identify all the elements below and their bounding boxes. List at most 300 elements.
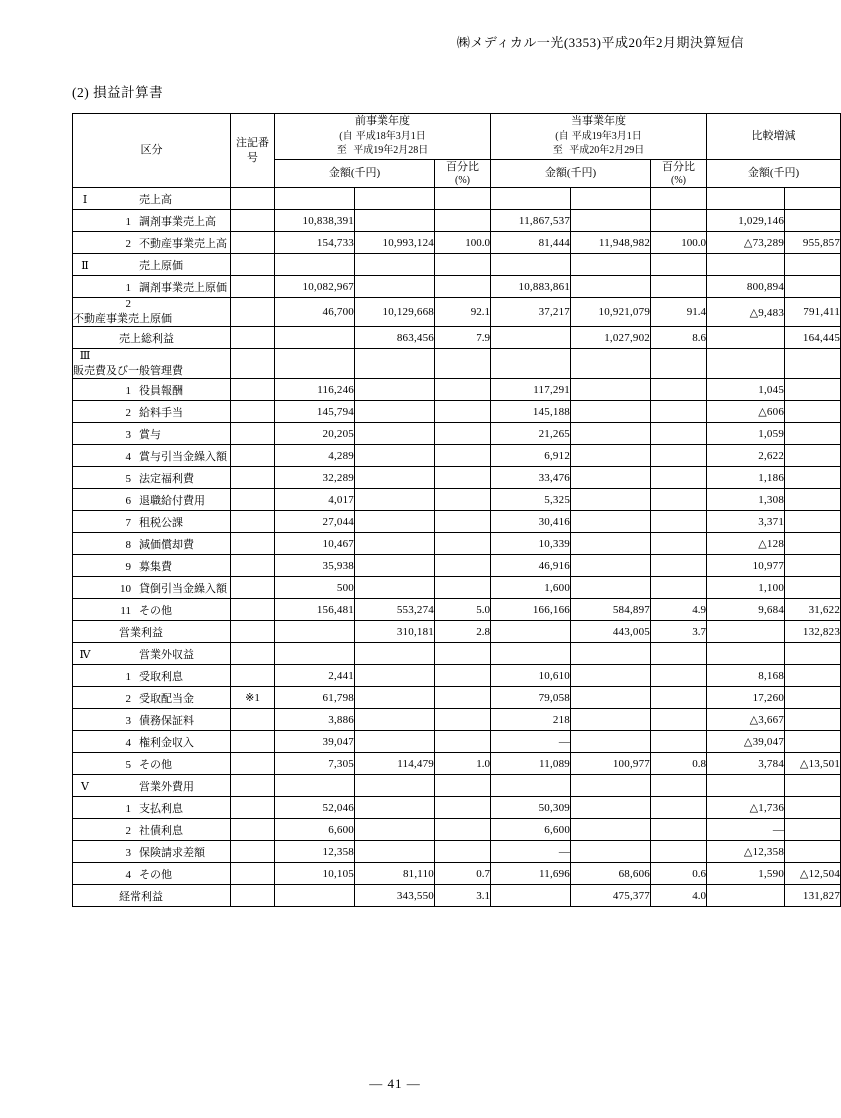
note-cell bbox=[231, 327, 275, 349]
current-percent bbox=[651, 210, 707, 232]
current-amount-total bbox=[571, 643, 651, 665]
difference-detail: 3,371 bbox=[707, 511, 785, 533]
note-cell bbox=[231, 423, 275, 445]
note-cell bbox=[231, 445, 275, 467]
header-prev-percent-label: 百分比 bbox=[446, 160, 479, 173]
difference-total: 31,622 bbox=[785, 599, 841, 621]
row-index: 7 bbox=[125, 516, 131, 529]
difference-detail bbox=[707, 775, 785, 797]
row-label-cell bbox=[73, 621, 231, 643]
row-roman: Ⅰ bbox=[82, 193, 88, 206]
page-header: ㈱メディカル一光(3353)平成20年2月期決算短信 bbox=[456, 35, 744, 50]
row-label: その他 bbox=[139, 758, 172, 771]
prev-amount-detail bbox=[275, 327, 355, 349]
current-amount-detail: — bbox=[491, 841, 571, 863]
difference-detail: 1,045 bbox=[707, 379, 785, 401]
current-percent bbox=[651, 467, 707, 489]
difference-detail: △39,047 bbox=[707, 731, 785, 753]
difference-total bbox=[785, 819, 841, 841]
prev-amount-detail: 32,289 bbox=[275, 467, 355, 489]
current-amount-detail: 11,089 bbox=[491, 753, 571, 775]
prev-amount-detail: 3,886 bbox=[275, 709, 355, 731]
difference-total bbox=[785, 349, 841, 379]
current-amount-detail bbox=[491, 775, 571, 797]
row-label: 募集費 bbox=[139, 560, 172, 573]
row-label: 法定福利費 bbox=[139, 472, 194, 485]
prev-amount-total bbox=[355, 841, 435, 863]
row-label-cell bbox=[73, 665, 231, 687]
row-label-cell bbox=[73, 753, 231, 775]
prev-amount-detail: 52,046 bbox=[275, 797, 355, 819]
header-current-from bbox=[491, 130, 706, 145]
current-amount-detail: 145,188 bbox=[491, 401, 571, 423]
note-cell bbox=[231, 555, 275, 577]
row-label: 権利金収入 bbox=[139, 736, 194, 749]
prev-amount-total bbox=[355, 797, 435, 819]
current-amount-total bbox=[571, 210, 651, 232]
prev-amount-total: 10,993,124 bbox=[355, 232, 435, 254]
row-label-cell bbox=[73, 687, 231, 709]
table-row bbox=[73, 621, 841, 643]
note-cell bbox=[231, 467, 275, 489]
row-index: 3 bbox=[125, 846, 131, 859]
header-prev-from-date: 平成18年3月1日 bbox=[355, 130, 426, 142]
prev-amount-detail: 10,467 bbox=[275, 533, 355, 555]
note-cell bbox=[231, 775, 275, 797]
current-amount-detail: 50,309 bbox=[491, 797, 571, 819]
difference-total bbox=[785, 379, 841, 401]
row-label-cell bbox=[73, 643, 231, 665]
row-label: その他 bbox=[139, 604, 172, 617]
difference-total: 791,411 bbox=[785, 298, 841, 327]
row-label: 給料手当 bbox=[139, 406, 183, 419]
table-row bbox=[73, 863, 841, 885]
current-amount-total bbox=[571, 555, 651, 577]
row-label: 不動産事業売上原価 bbox=[73, 313, 172, 326]
prev-amount-total bbox=[355, 467, 435, 489]
difference-total bbox=[785, 731, 841, 753]
prev-amount-total bbox=[355, 643, 435, 665]
prev-amount-total bbox=[355, 665, 435, 687]
prev-amount-detail: 145,794 bbox=[275, 401, 355, 423]
current-percent bbox=[651, 841, 707, 863]
current-amount-total: 11,948,982 bbox=[571, 232, 651, 254]
difference-total bbox=[785, 775, 841, 797]
current-percent bbox=[651, 665, 707, 687]
table-row bbox=[73, 232, 841, 254]
current-amount-detail: 11,696 bbox=[491, 863, 571, 885]
prev-percent: 5.0 bbox=[435, 599, 491, 621]
difference-detail bbox=[707, 621, 785, 643]
table-row bbox=[73, 489, 841, 511]
row-label: 調剤事業売上高 bbox=[139, 215, 216, 228]
current-amount-total bbox=[571, 665, 651, 687]
table-row bbox=[73, 423, 841, 445]
current-amount-total bbox=[571, 709, 651, 731]
prev-percent bbox=[435, 841, 491, 863]
current-amount-detail: 10,610 bbox=[491, 665, 571, 687]
row-label: 役員報酬 bbox=[139, 384, 183, 397]
current-amount-detail: 117,291 bbox=[491, 379, 571, 401]
row-label: 調剤事業売上原価 bbox=[139, 281, 227, 294]
current-amount-detail bbox=[491, 885, 571, 907]
header-current-to-label: 至 bbox=[552, 145, 563, 157]
note-cell bbox=[231, 533, 275, 555]
row-roman: Ⅳ bbox=[79, 648, 91, 661]
row-label: 減価償却費 bbox=[139, 538, 194, 551]
current-amount-detail: 5,325 bbox=[491, 489, 571, 511]
current-amount-detail bbox=[491, 643, 571, 665]
difference-total bbox=[785, 188, 841, 210]
current-amount-total bbox=[571, 254, 651, 276]
current-amount-total bbox=[571, 841, 651, 863]
note-cell bbox=[231, 709, 275, 731]
row-roman: Ⅴ bbox=[81, 780, 89, 793]
prev-percent bbox=[435, 379, 491, 401]
difference-total bbox=[785, 841, 841, 863]
note-cell bbox=[231, 731, 275, 753]
current-amount-detail: 6,912 bbox=[491, 445, 571, 467]
row-label-cell bbox=[73, 188, 231, 210]
prev-amount-total bbox=[355, 349, 435, 379]
difference-total bbox=[785, 401, 841, 423]
row-index: 6 bbox=[125, 494, 131, 507]
header-prev-amount: 金額(千円) bbox=[275, 159, 435, 187]
current-percent bbox=[651, 511, 707, 533]
row-label: 不動産事業売上高 bbox=[139, 237, 227, 250]
row-label-cell bbox=[73, 599, 231, 621]
current-amount-total: 443,005 bbox=[571, 621, 651, 643]
row-label-cell bbox=[73, 327, 231, 349]
current-amount-detail: 81,444 bbox=[491, 232, 571, 254]
row-index: 4 bbox=[125, 868, 131, 881]
current-amount-detail: 79,058 bbox=[491, 687, 571, 709]
current-amount-detail: 11,867,537 bbox=[491, 210, 571, 232]
prev-amount-total bbox=[355, 731, 435, 753]
difference-detail: △128 bbox=[707, 533, 785, 555]
row-index: 4 bbox=[125, 450, 131, 463]
current-percent: 91.4 bbox=[651, 298, 707, 327]
header-prev-to-date: 平成19年2月28日 bbox=[353, 145, 429, 157]
prev-amount-detail bbox=[275, 885, 355, 907]
header-current-title: 当事業年度 bbox=[571, 115, 627, 127]
table-row bbox=[73, 276, 841, 298]
prev-amount-detail: 4,017 bbox=[275, 489, 355, 511]
row-index: 1 bbox=[125, 670, 131, 683]
note-cell bbox=[231, 863, 275, 885]
row-label-cell bbox=[73, 379, 231, 401]
current-amount-total: 1,027,902 bbox=[571, 327, 651, 349]
difference-detail: 17,260 bbox=[707, 687, 785, 709]
current-percent bbox=[651, 533, 707, 555]
current-amount-detail: 46,916 bbox=[491, 555, 571, 577]
prev-amount-total bbox=[355, 445, 435, 467]
current-amount-detail: 10,339 bbox=[491, 533, 571, 555]
prev-percent: 3.1 bbox=[435, 885, 491, 907]
difference-detail: 1,059 bbox=[707, 423, 785, 445]
current-percent: 100.0 bbox=[651, 232, 707, 254]
row-index: 9 bbox=[125, 560, 131, 573]
row-label-cell bbox=[73, 401, 231, 423]
current-amount-total bbox=[571, 489, 651, 511]
prev-percent bbox=[435, 401, 491, 423]
prev-percent: 100.0 bbox=[435, 232, 491, 254]
note-cell bbox=[231, 753, 275, 775]
prev-amount-detail: 10,105 bbox=[275, 863, 355, 885]
prev-amount-total bbox=[355, 210, 435, 232]
prev-amount-total: 310,181 bbox=[355, 621, 435, 643]
note-cell bbox=[231, 379, 275, 401]
difference-total bbox=[785, 511, 841, 533]
note-cell bbox=[231, 665, 275, 687]
prev-amount-detail: 46,700 bbox=[275, 298, 355, 327]
table-row bbox=[73, 775, 841, 797]
difference-detail: 2,622 bbox=[707, 445, 785, 467]
table-row bbox=[73, 210, 841, 232]
difference-detail bbox=[707, 254, 785, 276]
current-percent: 8.6 bbox=[651, 327, 707, 349]
prev-amount-total bbox=[355, 687, 435, 709]
row-label: 売上総利益 bbox=[119, 332, 174, 345]
note-cell bbox=[231, 232, 275, 254]
prev-amount-total bbox=[355, 276, 435, 298]
prev-amount-total bbox=[355, 511, 435, 533]
difference-total bbox=[785, 445, 841, 467]
difference-total bbox=[785, 254, 841, 276]
note-cell bbox=[231, 577, 275, 599]
prev-amount-detail bbox=[275, 188, 355, 210]
prev-amount-total bbox=[355, 577, 435, 599]
prev-percent: 0.7 bbox=[435, 863, 491, 885]
header-current-percent-label: 百分比 bbox=[662, 160, 696, 173]
current-amount-total bbox=[571, 731, 651, 753]
table-row bbox=[73, 379, 841, 401]
prev-percent bbox=[435, 665, 491, 687]
table-row bbox=[73, 188, 841, 210]
difference-total bbox=[785, 687, 841, 709]
row-label-cell bbox=[73, 775, 231, 797]
header-difference: 比較増減 bbox=[707, 114, 841, 160]
current-amount-detail: 6,600 bbox=[491, 819, 571, 841]
current-percent: 0.6 bbox=[651, 863, 707, 885]
current-percent bbox=[651, 687, 707, 709]
header-current-period bbox=[491, 114, 707, 160]
prev-percent bbox=[435, 423, 491, 445]
row-roman: Ⅲ bbox=[79, 350, 91, 363]
current-amount-detail bbox=[491, 254, 571, 276]
row-index: 10 bbox=[120, 582, 131, 595]
note-cell bbox=[231, 797, 275, 819]
difference-detail: 9,684 bbox=[707, 599, 785, 621]
prev-amount-total bbox=[355, 555, 435, 577]
difference-total bbox=[785, 709, 841, 731]
difference-detail: △9,483 bbox=[707, 298, 785, 327]
table-row bbox=[73, 841, 841, 863]
prev-amount-total bbox=[355, 533, 435, 555]
prev-amount-total: 343,550 bbox=[355, 885, 435, 907]
prev-percent bbox=[435, 577, 491, 599]
row-roman: Ⅱ bbox=[81, 259, 89, 272]
difference-detail: △73,289 bbox=[707, 232, 785, 254]
prev-amount-detail bbox=[275, 254, 355, 276]
prev-amount-detail: 116,246 bbox=[275, 379, 355, 401]
current-percent: 3.7 bbox=[651, 621, 707, 643]
current-percent bbox=[651, 445, 707, 467]
prev-percent bbox=[435, 775, 491, 797]
row-label-cell bbox=[73, 731, 231, 753]
difference-total bbox=[785, 555, 841, 577]
table-head bbox=[73, 114, 841, 188]
prev-amount-detail: 12,358 bbox=[275, 841, 355, 863]
current-amount-total bbox=[571, 797, 651, 819]
header-current-percent bbox=[651, 159, 707, 187]
difference-total bbox=[785, 643, 841, 665]
current-percent bbox=[651, 797, 707, 819]
prev-percent bbox=[435, 709, 491, 731]
note-cell bbox=[231, 511, 275, 533]
prev-amount-detail bbox=[275, 349, 355, 379]
difference-total: 132,823 bbox=[785, 621, 841, 643]
current-amount-detail bbox=[491, 349, 571, 379]
header-current-to bbox=[491, 144, 706, 159]
current-amount-total bbox=[571, 775, 651, 797]
prev-amount-detail: 7,305 bbox=[275, 753, 355, 775]
current-percent bbox=[651, 555, 707, 577]
difference-detail: △1,736 bbox=[707, 797, 785, 819]
note-cell bbox=[231, 621, 275, 643]
header-current-to-date: 平成20年2月29日 bbox=[569, 145, 645, 157]
prev-percent bbox=[435, 643, 491, 665]
row-index: 11 bbox=[120, 604, 131, 617]
note-cell bbox=[231, 841, 275, 863]
table-row bbox=[73, 533, 841, 555]
row-label: 賞与 bbox=[139, 428, 161, 441]
row-label-cell bbox=[73, 445, 231, 467]
current-percent bbox=[651, 643, 707, 665]
row-label-cell bbox=[73, 841, 231, 863]
prev-percent: 7.9 bbox=[435, 327, 491, 349]
prev-amount-detail: 156,481 bbox=[275, 599, 355, 621]
prev-amount-total bbox=[355, 188, 435, 210]
row-label: 売上原価 bbox=[139, 259, 183, 272]
prev-amount-total: 10,129,668 bbox=[355, 298, 435, 327]
header-prev-to-label: 至 bbox=[336, 145, 347, 157]
header-prev-period bbox=[275, 114, 491, 160]
row-label: 営業外費用 bbox=[139, 780, 194, 793]
table-row bbox=[73, 819, 841, 841]
current-amount-detail: 1,600 bbox=[491, 577, 571, 599]
row-index: 4 bbox=[125, 736, 131, 749]
row-label-cell bbox=[73, 489, 231, 511]
prev-percent: 92.1 bbox=[435, 298, 491, 327]
prev-percent bbox=[435, 489, 491, 511]
difference-total: △13,501 bbox=[785, 753, 841, 775]
difference-detail bbox=[707, 643, 785, 665]
difference-total bbox=[785, 489, 841, 511]
row-label: 貸倒引当金繰入額 bbox=[139, 582, 227, 595]
header-prev-title: 前事業年度 bbox=[355, 115, 410, 127]
table-row bbox=[73, 349, 841, 379]
header-prev-from bbox=[275, 130, 490, 145]
row-label: その他 bbox=[139, 868, 172, 881]
difference-total bbox=[785, 210, 841, 232]
difference-detail: 1,308 bbox=[707, 489, 785, 511]
header-kubun: 区分 bbox=[73, 114, 231, 188]
row-label-cell bbox=[73, 232, 231, 254]
current-amount-total bbox=[571, 533, 651, 555]
current-amount-total: 10,921,079 bbox=[571, 298, 651, 327]
current-percent bbox=[651, 401, 707, 423]
prev-percent bbox=[435, 511, 491, 533]
note-cell bbox=[231, 276, 275, 298]
current-amount-detail: 218 bbox=[491, 709, 571, 731]
current-amount-detail bbox=[491, 327, 571, 349]
header-current-amount: 金額(千円) bbox=[491, 159, 651, 187]
current-percent bbox=[651, 254, 707, 276]
prev-percent: 2.8 bbox=[435, 621, 491, 643]
row-index: 1 bbox=[125, 281, 131, 294]
prev-percent bbox=[435, 797, 491, 819]
current-percent: 4.0 bbox=[651, 885, 707, 907]
difference-detail: △606 bbox=[707, 401, 785, 423]
prev-amount-detail: 35,938 bbox=[275, 555, 355, 577]
prev-percent bbox=[435, 687, 491, 709]
current-percent: 0.8 bbox=[651, 753, 707, 775]
header-note bbox=[231, 114, 275, 188]
prev-percent bbox=[435, 731, 491, 753]
current-percent bbox=[651, 188, 707, 210]
row-label: 債務保証料 bbox=[139, 714, 194, 727]
row-label-cell bbox=[73, 254, 231, 276]
difference-total bbox=[785, 533, 841, 555]
prev-amount-detail: 20,205 bbox=[275, 423, 355, 445]
row-index: 1 bbox=[125, 384, 131, 397]
table-row bbox=[73, 885, 841, 907]
difference-detail: 800,894 bbox=[707, 276, 785, 298]
current-amount-detail: 10,883,861 bbox=[491, 276, 571, 298]
row-label: 退職給付費用 bbox=[139, 494, 205, 507]
prev-amount-detail: 61,798 bbox=[275, 687, 355, 709]
current-percent: 4.9 bbox=[651, 599, 707, 621]
row-label-cell bbox=[73, 349, 231, 379]
row-index: 3 bbox=[125, 714, 131, 727]
current-percent bbox=[651, 819, 707, 841]
table-row bbox=[73, 298, 841, 327]
row-label: 売上高 bbox=[139, 193, 172, 206]
row-index: 2 bbox=[125, 824, 131, 837]
note-cell bbox=[231, 643, 275, 665]
header-prev-percent bbox=[435, 159, 491, 187]
table-row bbox=[73, 687, 841, 709]
prev-percent bbox=[435, 819, 491, 841]
difference-total bbox=[785, 423, 841, 445]
prev-percent bbox=[435, 555, 491, 577]
header-note-line1: 注記番号 bbox=[236, 137, 269, 164]
prev-amount-detail: 6,600 bbox=[275, 819, 355, 841]
row-index: 1 bbox=[125, 802, 131, 815]
current-amount-total bbox=[571, 687, 651, 709]
header-current-from-label: (自 bbox=[555, 130, 569, 142]
prev-amount-total bbox=[355, 709, 435, 731]
note-cell bbox=[231, 349, 275, 379]
row-label-cell bbox=[73, 885, 231, 907]
difference-total bbox=[785, 577, 841, 599]
table-row bbox=[73, 753, 841, 775]
table-row bbox=[73, 709, 841, 731]
prev-amount-detail: 500 bbox=[275, 577, 355, 599]
current-amount-detail bbox=[491, 188, 571, 210]
current-amount-total: 475,377 bbox=[571, 885, 651, 907]
